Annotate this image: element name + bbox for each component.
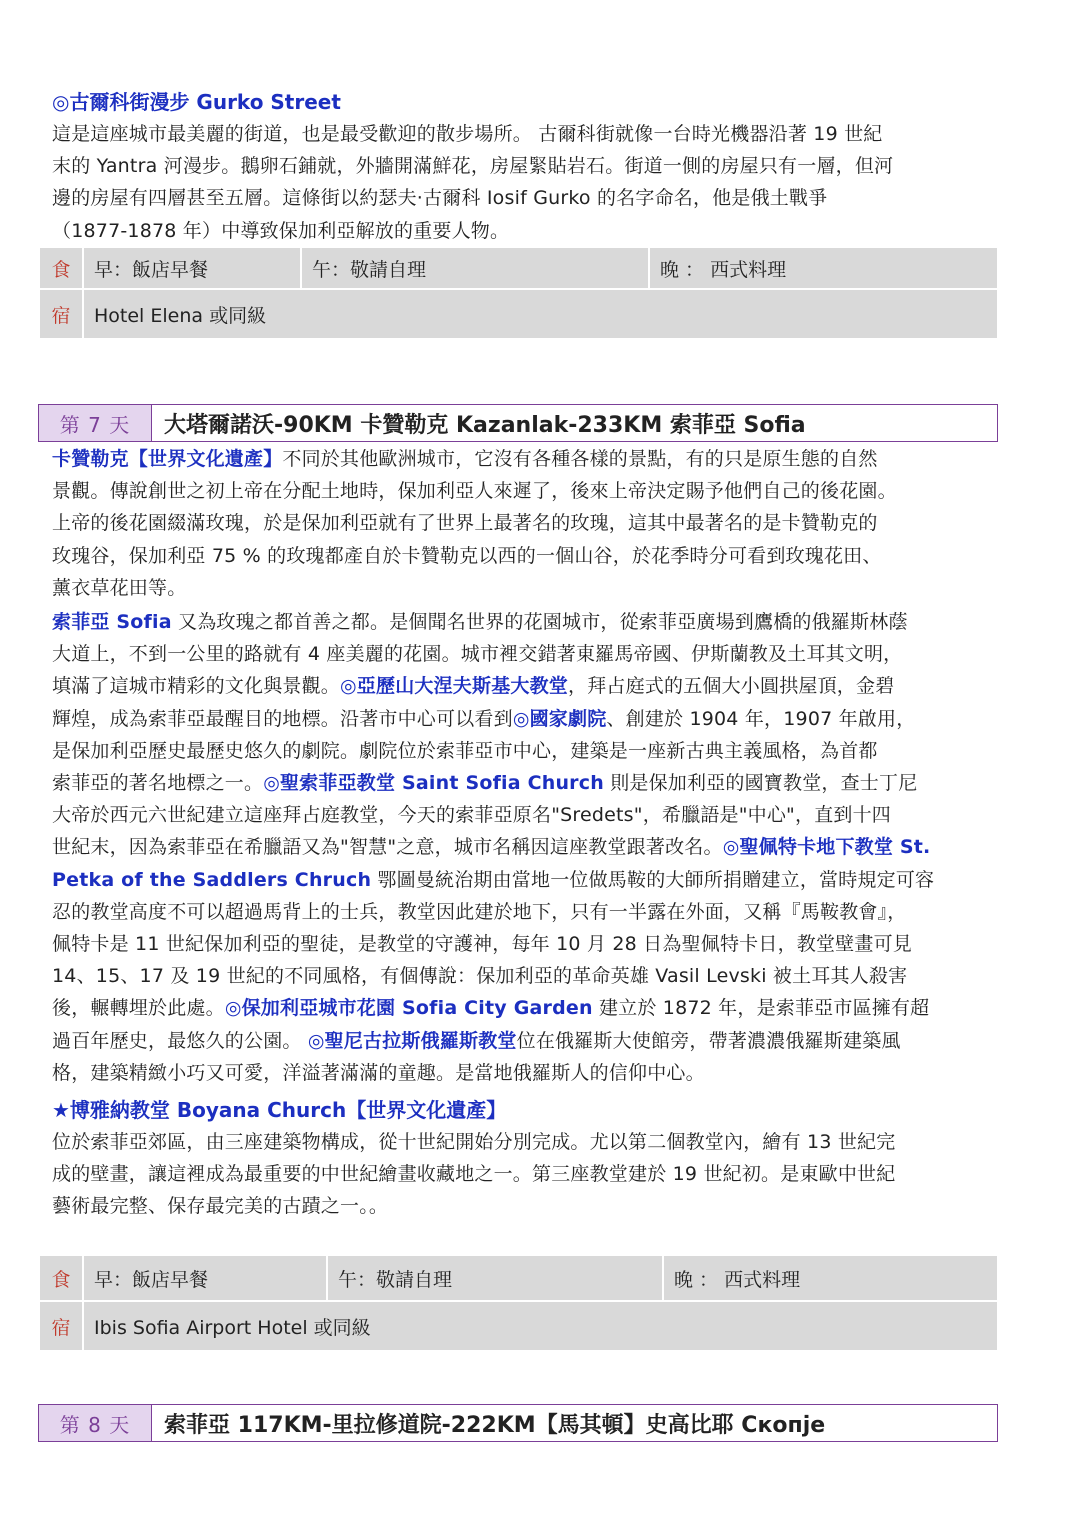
hotel-cell: Hotel Elena 或同級 [83,289,998,339]
text-span: 過百年歷史，最悠久的公園。 [52,1029,308,1052]
text-line: 藝術最完整、保存最完美的古蹟之一。。 [52,1195,389,1218]
boyana-church-description [52,1126,1002,1223]
text-span: 後，輾轉埋於此處。 [52,997,225,1020]
text-line: 景觀。傳說創世之初上帝在分配土地時，保加利亞人來遲了，後來上帝決定賜予他們自己的後花園。 [52,480,897,503]
day-7-title: 大塔爾諾沃-90KM 卡贊勒克 Kazanlak-233KM 索菲亞 Sofia [164,412,806,438]
text-line: 是保加利亞歷史最歷史悠久的劇院。劇院位於索菲亞市中心，建築是一座新古典主義風格，為首都 [52,739,878,762]
text-line: 這是這座城市最美麗的街道，也是最受歡迎的散步場所。 古爾科街就像一台時光機器沿著 19 世紀 [52,123,883,145]
text-line: 成的壁畫，讓這裡成為最重要的中世紀繪畫收藏地之一。第三座教堂建於 19 世紀初。是東歐中世紀 [52,1163,896,1186]
text-span: ，拜占庭式的五個大小圓拱屋頂，金碧 [568,675,895,698]
breakfast-cell: 早：飯店早餐 [83,1255,327,1301]
meal-row [39,247,998,289]
text-line: 上帝的後花園綴滿玫瑰，於是保加利亞就有了世界上最著名的玫瑰，這其中最著名的是卡贊勒克的 [52,512,878,535]
text-line: 忍的教堂高度不可以超過馬背上的士兵，教堂因此建於地下，只有一半露在外面，又稱『馬鞍教會』， [52,900,907,923]
text-line: 14、15、17 及 19 世紀的不同風格，有個傳說：保加利亞的革命英雄 Vasil Levski 被土耳其人殺害 [52,965,908,988]
st-nicholas-russian-church-link: ◎聖尼古拉斯俄羅斯教堂 [307,1029,517,1052]
st-petka-church-link-cont: Petka of the Saddlers Chruch [52,868,372,891]
dinner-cell: 晚 ： 西式料理 [663,1255,998,1301]
text-span: 則是保加利亞的國寶教堂，查士丁尼 [603,772,918,795]
st-petka-church-link: ◎聖佩特卡地下教堂 St. [722,836,931,859]
meal-lodging-table-day6 [38,246,999,340]
meal-row [39,1255,998,1301]
kazanlak-description [52,443,1002,604]
day-7-header [38,404,998,442]
text-line: 佩特卡是 11 世紀保加利亞的聖徒，是教堂的守護神，每年 10 月 28 日為聖佩特卡日，教堂壁畫可見 [52,933,912,956]
text-span: 建立於 1872 年，是索菲亞市區擁有超 [592,997,930,1020]
text-span: 輝煌，成為索菲亞最醒目的地標。沿著市中心可以看到 [52,707,513,730]
meal-icon: 食 [39,1255,83,1301]
gurko-street-description [52,118,1002,247]
gurko-street-heading: ◎古爾科街漫步 Gurko Street [52,90,341,114]
sofia-city-garden-link: ◎保加利亞城市花園 Sofia City Garden [224,997,593,1020]
breakfast-cell: 早：飯店早餐 [83,247,301,289]
text-span: 鄂圖曼統治期由當地一位做馬鞍的大師所捐贈建立，當時規定可容 [371,868,935,891]
boyana-church-heading: ★博雅納教堂 Boyana Church【世界文化遺產】 [52,1098,507,1122]
text-span: 索菲亞的著名地標之一。 [52,772,264,795]
meal-icon: 食 [39,247,83,289]
national-theatre-link: ◎國家劇院 [512,707,607,730]
day-8-title: 索菲亞 117KM-里拉修道院-222KM【馬其頓】史高比耶 Скопје [164,1412,826,1438]
lunch-cell: 午：敬請自理 [327,1255,663,1301]
sofia-heading: 索菲亞 Sofia [52,611,172,633]
text-span: 又為玫瑰之都首善之都。是個聞名世界的花園城市，從索菲亞廣場到鷹橋的俄羅斯林蔭 [171,611,908,633]
alexander-nevsky-cathedral-link: ◎亞歷山大涅夫斯基大教堂 [340,675,568,698]
text-span: 世紀末，因為索菲亞在希臘語又為"智慧"之意，城市名稱因這座教堂跟著改名。 [52,836,723,859]
lodging-row [39,289,998,339]
text-line: 末的 Yantra 河漫步。鵝卵石鋪就，外牆開滿鮮花，房屋緊貼岩石。街道一側的房屋只有一層，但河 [52,155,894,178]
lunch-cell: 午：敬請自理 [301,247,649,289]
saint-sofia-church-link: ◎聖索菲亞教堂 Saint Sofia Church [263,772,604,795]
text-line: 大帝於西元六世紀建立這座拜占庭教堂，今天的索菲亞原名"Sredets"，希臘語是"中心"，直到十四 [52,804,892,827]
kazanlak-heading: 卡贊勒克【世界文化遺產】 [52,448,283,470]
text-line: 位於索菲亞郊區，由三座建築物構成，從十世紀開始分別完成。尤以第二個教堂內，繪有 13 世紀完 [52,1131,896,1153]
sofia-description [52,606,1002,1089]
text-line: 邊的房屋有四層甚至五層。這條街以約瑟夫·古爾科 Iosif Gurko 的名字命名，他是俄土戰爭 [52,187,828,210]
lodging-icon: 宿 [39,1301,83,1351]
day-8-label: 第 8 天 [39,1405,152,1441]
hotel-cell: Ibis Sofia Airport Hotel 或同級 [83,1301,998,1351]
lodging-icon: 宿 [39,289,83,339]
lodging-row [39,1301,998,1351]
day-7-label: 第 7 天 [39,405,152,441]
text-line: 大道上，不到一公里的路就有 4 座美麗的花園。城市裡交錯著東羅馬帝國、伊斯蘭教及土耳其文明， [52,643,903,666]
meal-lodging-table-day7 [38,1254,999,1352]
text-line: 不同於其他歐洲城市，它沒有各種各樣的景點，有的只是原生態的自然 [282,448,878,470]
text-span: 、創建於 1904 年，1907 年啟用， [606,707,916,730]
text-line: 玫瑰谷，保加利亞 75 % 的玫瑰都產自於卡贊勒克以西的一個山谷，於花季時分可看到玫瑰花田、 [52,544,882,567]
day-8-header [38,1404,998,1442]
text-line: 薰衣草花田等。 [52,576,187,599]
text-span: 位在俄羅斯大使館旁，帶著濃濃俄羅斯建築風 [516,1029,901,1052]
text-line: 格，建築精緻小巧又可愛，洋溢著滿滿的童趣。是當地俄羅斯人的信仰中心。 [52,1061,705,1084]
text-line: （1877-1878 年）中導致保加利亞解放的重要人物。 [52,219,510,242]
dinner-cell: 晚 ： 西式料理 [649,247,998,289]
text-span: 填滿了這城市精彩的文化與景觀。 [52,675,341,698]
